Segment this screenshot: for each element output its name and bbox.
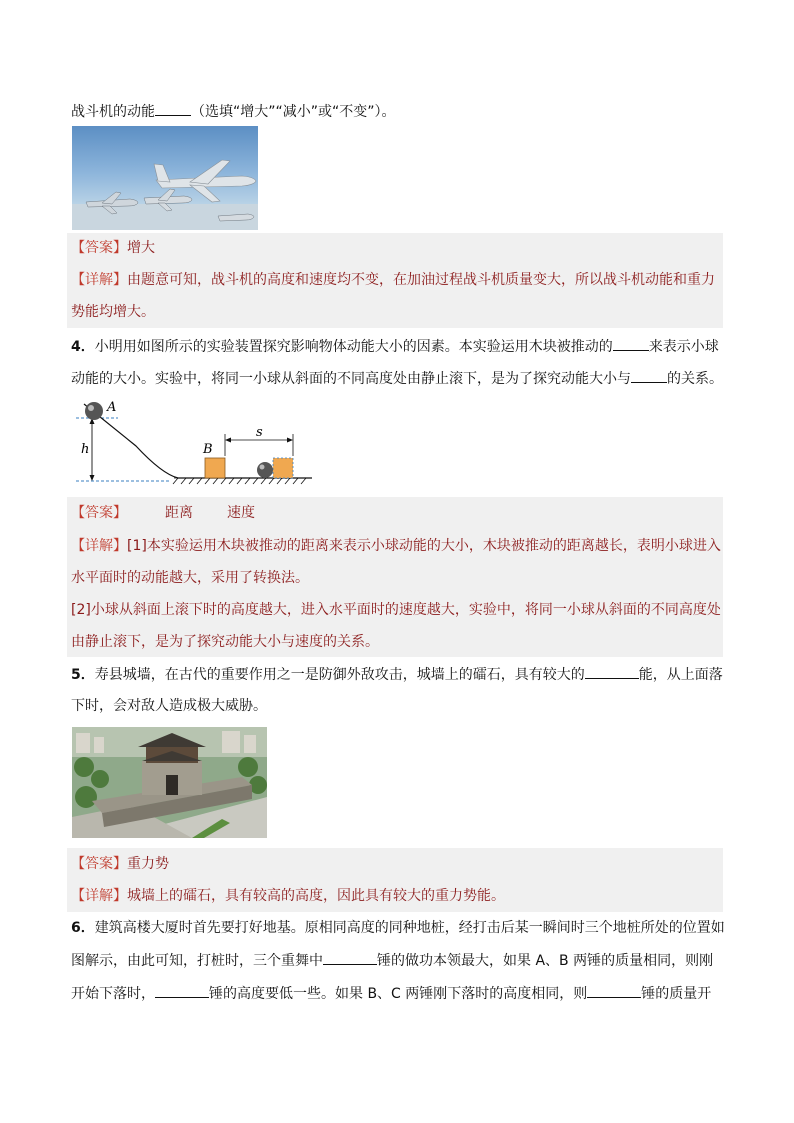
answer-tag: 【答案】 [71, 240, 127, 256]
q3-detail-text1: 由题意可知，战斗机的高度和速度均不变，在加油过程战斗机质量变大，所以战斗机动能和重力 [127, 272, 715, 288]
q3-tail-line [71, 101, 396, 122]
q5-answer: 重力势 [127, 856, 169, 872]
answer-blank [323, 950, 377, 965]
answer-tag: 【答案】 [71, 856, 127, 872]
q4-detail-text2: 水平面时的动能越大，采用了转换法。 [71, 570, 309, 586]
q4-answer2: 速度 [227, 505, 255, 521]
label-s: s [256, 425, 263, 440]
q4-answer-line [71, 503, 255, 523]
q3-tail-options: （选填“增大”“减小”或“不变”）。 [191, 104, 396, 120]
q4-line1 [71, 336, 719, 357]
ball-a [85, 402, 103, 420]
label-h: h [81, 442, 90, 457]
detail-tag: 【详解】 [71, 538, 127, 554]
q6-text3c: 锤的质量开 [641, 986, 712, 1002]
q6-line2 [71, 950, 713, 971]
answer-blank [613, 336, 649, 351]
block-b [205, 458, 225, 478]
q5-detail-line [71, 886, 505, 906]
answer-tag: 【答案】 [71, 505, 127, 521]
block-moved [273, 458, 293, 478]
q4-detail-line1 [71, 536, 721, 556]
q4-answer1: 距离 [165, 505, 193, 521]
q3-answer-line [71, 238, 155, 258]
label-a: A [107, 400, 117, 415]
question-number: 4． [71, 339, 95, 355]
city-wall-photo [72, 727, 267, 838]
q6-text2b: 锤的做功本领最大，如果 A、B 两锤的质量相同，则刚 [377, 953, 714, 969]
q5-text1a: 寿县城墙，在古代的重要作用之一是防御外敌攻击，城墙上的礌石，具有较大的 [94, 667, 585, 683]
fighter-jets-photo [72, 126, 258, 230]
answer-blank [155, 101, 191, 116]
answer-blank [155, 983, 209, 998]
answer-blank [631, 368, 667, 383]
q6-line1 [71, 918, 725, 938]
q4-line2 [71, 368, 723, 389]
q4-text2a: 动能的大小。实验中，将同一小球从斜面的不同高度处由静止滚下，是为了探究动能大小与 [71, 371, 631, 387]
q6-line3 [71, 983, 711, 1004]
q3-detail-line1 [71, 270, 715, 290]
q5-answer-line [71, 854, 169, 874]
q3-answer: 增大 [127, 240, 155, 256]
q5-detail-text: 城墙上的礌石，具有较高的高度，因此具有较大的重力势能。 [127, 888, 505, 904]
ball-ground [257, 462, 273, 478]
q4-detail-text4: 由静止滚下，是为了探究动能大小与速度的关系。 [71, 634, 379, 650]
ramp-experiment-diagram [74, 396, 318, 492]
q5-text2: 下时，会对敌人造成极大威胁。 [71, 698, 267, 714]
answer-blank [585, 664, 639, 679]
q6-text2a: 图解示，由此可知，打桩时，三个重舞中 [71, 953, 323, 969]
q5-text1b: 能，从上面落 [638, 667, 723, 683]
q4-text1a: 小明用如图所示的实验装置探究影响物体动能大小的因素。本实验运用木块被推动的 [94, 339, 613, 355]
q4-detail-text3: [2]小球从斜面上滚下时的高度越大，进入水平面时的速度越大，实验中，将同一小球从斜面的不同高度处 [71, 602, 721, 618]
answer-blank [587, 983, 641, 998]
q6-text3b: 锤的高度要低一些。如果 B、C 两锤刚下落时的高度相同，则 [209, 986, 588, 1002]
q4-text1b: 来表示小球 [648, 339, 719, 355]
q4-text2b: 的关系。 [667, 371, 723, 387]
question-number: 5． [71, 667, 95, 683]
q4-detail-text1: [1]本实验运用木块被推动的距离来表示小球动能的大小，木块被推动的距离越长，表明小球进入 [127, 538, 721, 554]
q6-text1: 建筑高楼大厦时首先要打好地基。原相同高度的同种地桩，经打击后某一瞬间时三个地桩所处的位置如 [94, 920, 725, 936]
detail-tag: 【详解】 [71, 272, 127, 288]
q6-text3a: 开始下落时， [71, 986, 155, 1002]
question-number: 6． [71, 920, 95, 936]
q3-tail-text: 战斗机的动能 [71, 104, 155, 120]
label-b: B [203, 442, 213, 457]
q5-line1 [71, 664, 723, 685]
q3-detail-text2: 势能均增大。 [71, 304, 155, 320]
detail-tag: 【详解】 [71, 888, 127, 904]
